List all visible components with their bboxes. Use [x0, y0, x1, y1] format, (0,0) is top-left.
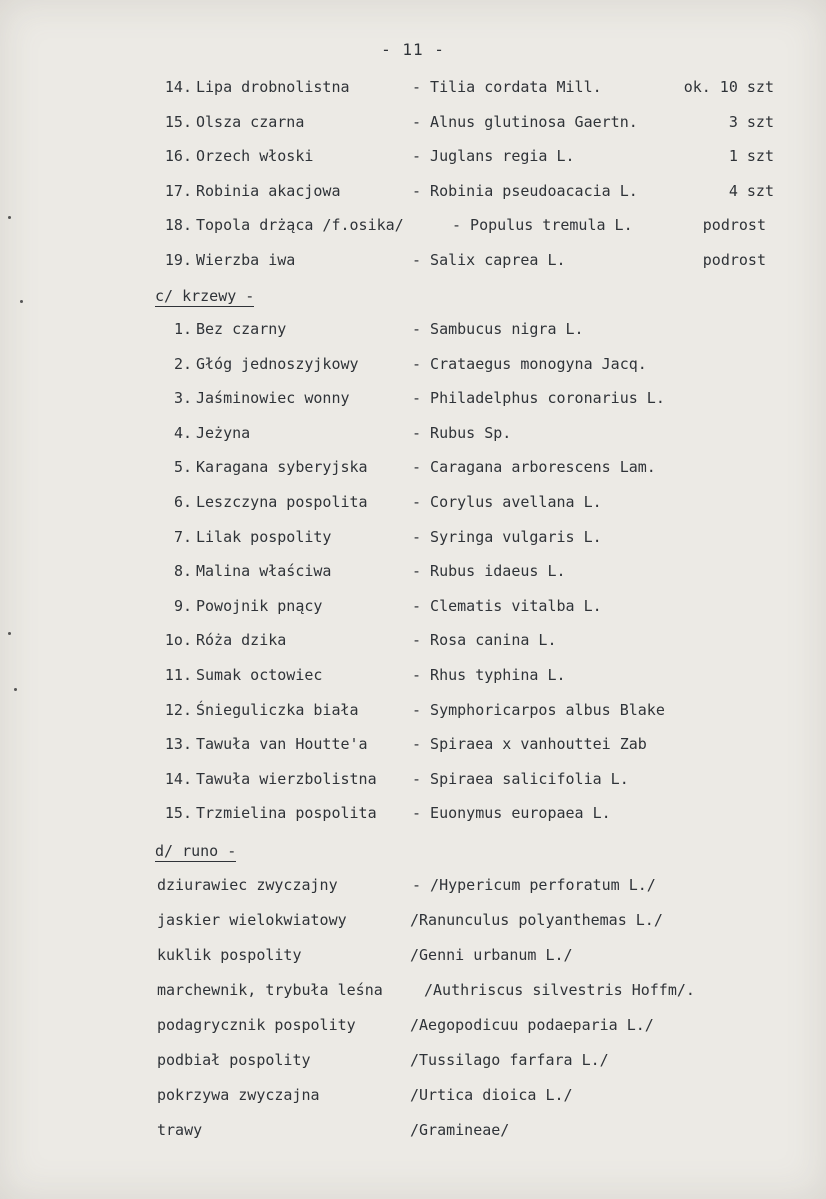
- scan-speck: [20, 300, 23, 303]
- section-shrubs-label: c/ krzewy -: [155, 287, 255, 305]
- list-item: [0, 1014, 826, 1036]
- polish-name: Olsza czarna: [196, 112, 305, 131]
- list-item: [0, 249, 826, 271]
- item-number: 6.: [173, 493, 192, 511]
- latin-name: /Urtica dioica L./: [410, 1086, 573, 1104]
- item-number: 16.: [164, 147, 192, 165]
- polish-name: Wierzba iwa: [196, 250, 296, 269]
- item-number: 2.: [173, 354, 192, 373]
- latin-name: - Rosa canina L.: [412, 631, 557, 650]
- latin-name: /Gramineae/: [410, 1121, 510, 1139]
- list-item: [0, 560, 826, 582]
- list-item: [0, 526, 826, 548]
- polish-name: Malina właściwa: [196, 562, 332, 581]
- latin-name: /Authriscus silvestris Hoffm/.: [424, 981, 695, 999]
- list-item: [0, 768, 826, 790]
- polish-name: Lilak pospolity: [196, 527, 332, 546]
- item-number: 18.: [164, 216, 192, 234]
- latin-name: /Ranunculus polyanthemas L./: [410, 911, 663, 929]
- polish-name: Śnieguliczka biała: [196, 700, 359, 719]
- list-item: [0, 733, 826, 755]
- quantity: 1 szt: [728, 147, 774, 165]
- list-item: [0, 76, 826, 98]
- quantity: 4 szt: [728, 181, 774, 200]
- latin-name: - Spiraea salicifolia L.: [412, 769, 629, 788]
- latin-name: - Tilia cordata Mill.: [412, 78, 602, 96]
- polish-name: Bez czarny: [196, 320, 287, 338]
- list-item: [0, 802, 826, 824]
- polish-name: Trzmielina pospolita: [196, 804, 377, 823]
- latin-name: - Philadelphus coronarius L.: [412, 389, 665, 408]
- polish-name: pokrzywa zwyczajna: [157, 1086, 320, 1104]
- polish-name: Topola drżąca /f.osika/: [196, 216, 404, 234]
- list-item: [0, 629, 826, 651]
- latin-name: - Corylus avellana L.: [412, 493, 602, 511]
- polish-name: Tawuła van Houtte'a: [196, 735, 368, 754]
- list-item: [0, 1084, 826, 1106]
- item-number: 15.: [164, 112, 192, 131]
- latin-name: /Tussilago farfara L./: [410, 1051, 609, 1069]
- latin-name: - Rubus Sp.: [412, 423, 512, 442]
- quantity: podrost: [702, 216, 766, 234]
- polish-name: podagrycznik pospolity: [157, 1016, 356, 1034]
- item-number: 13.: [164, 735, 192, 754]
- polish-name: Sumak octowiec: [196, 666, 323, 684]
- latin-name: - Clematis vitalba L.: [412, 596, 602, 615]
- latin-name: - Salix caprea L.: [412, 250, 566, 269]
- list-item: [0, 595, 826, 617]
- list-item: [0, 387, 826, 409]
- section-ground-cover-label: d/ runo -: [155, 842, 237, 860]
- polish-name: Tawuła wierzbolistna: [196, 769, 377, 788]
- item-number: 14.: [164, 78, 192, 96]
- polish-name: Leszczyna pospolita: [196, 493, 368, 511]
- latin-name: - Caragana arborescens Lam.: [412, 458, 656, 477]
- item-number: 12.: [164, 700, 192, 719]
- latin-name: - Euonymus europaea L.: [412, 804, 611, 823]
- list-item: [0, 699, 826, 721]
- polish-name: Karagana syberyjska: [196, 458, 368, 477]
- latin-name: - Robinia pseudoacacia L.: [412, 181, 638, 200]
- list-item: [0, 456, 826, 478]
- polish-name: Orzech włoski: [196, 147, 314, 165]
- scan-speck: [8, 632, 11, 635]
- item-number: 3.: [173, 389, 192, 408]
- latin-name: - Rhus typhina L.: [412, 666, 566, 684]
- item-number: 17.: [164, 181, 192, 200]
- list-item: [0, 422, 826, 444]
- item-number: 9.: [173, 596, 192, 615]
- list-item: [0, 318, 826, 340]
- item-number: 1o.: [164, 631, 192, 650]
- latin-name: /Aegopodicuu podaeparia L./: [410, 1016, 654, 1034]
- polish-name: kuklik pospolity: [157, 946, 302, 964]
- latin-name: - Populus tremula L.: [452, 216, 633, 234]
- list-item: [0, 874, 826, 896]
- list-item: [0, 491, 826, 513]
- list-item: [0, 145, 826, 167]
- list-item: [0, 180, 826, 202]
- item-number: 4.: [173, 423, 192, 442]
- polish-name: jaskier wielokwiatowy: [157, 911, 347, 929]
- list-item: [0, 1049, 826, 1071]
- list-item: [0, 944, 826, 966]
- polish-name: marchewnik, trybuła leśna: [157, 981, 383, 999]
- list-item: [0, 979, 826, 1001]
- item-number: 7.: [173, 527, 192, 546]
- latin-name: /Genni urbanum L./: [410, 946, 573, 964]
- item-number: 14.: [164, 769, 192, 788]
- list-item: [0, 214, 826, 236]
- scan-speck: [14, 688, 17, 691]
- polish-name: Lipa drobnolistna: [196, 78, 350, 96]
- polish-name: podbiał pospolity: [157, 1051, 311, 1069]
- latin-name: - /Hypericum perforatum L./: [412, 876, 656, 894]
- latin-name: - Crataegus monogyna Jacq.: [412, 354, 647, 373]
- item-number: 8.: [173, 562, 192, 581]
- item-number: 15.: [164, 804, 192, 823]
- section-ground-cover-heading: [155, 840, 236, 862]
- latin-name: - Juglans regia L.: [412, 147, 575, 165]
- polish-name: Głóg jednoszyjkowy: [196, 354, 359, 373]
- latin-name: - Rubus idaeus L.: [412, 562, 566, 581]
- latin-name: - Sambucus nigra L.: [412, 320, 584, 338]
- list-item: [0, 664, 826, 686]
- item-number: 1.: [173, 320, 192, 338]
- page-number: - 11 -: [381, 40, 445, 59]
- item-number: 11.: [164, 666, 192, 684]
- polish-name: trawy: [157, 1121, 203, 1139]
- list-item: [0, 111, 826, 133]
- latin-name: - Spiraea x vanhouttei Zab: [412, 735, 647, 754]
- list-item: [0, 1119, 826, 1141]
- latin-name: - Syringa vulgaris L.: [412, 527, 602, 546]
- section-shrubs-heading: [155, 285, 254, 307]
- quantity: podrost: [702, 250, 766, 269]
- polish-name: Jaśminowiec wonny: [196, 389, 350, 408]
- polish-name: Róża dzika: [196, 631, 287, 650]
- list-item: [0, 909, 826, 931]
- polish-name: Powojnik pnący: [196, 596, 323, 615]
- scan-speck: [8, 216, 11, 219]
- item-number: 5.: [173, 458, 192, 477]
- list-item: [0, 353, 826, 375]
- item-number: 19.: [164, 250, 192, 269]
- quantity: 3 szt: [728, 112, 774, 131]
- polish-name: Robinia akacjowa: [196, 181, 341, 200]
- polish-name: dziurawiec zwyczajny: [157, 876, 338, 894]
- polish-name: Jeżyna: [196, 423, 251, 442]
- latin-name: - Alnus glutinosa Gaertn.: [412, 112, 638, 131]
- quantity: ok. 10 szt: [683, 78, 774, 96]
- latin-name: - Symphoricarpos albus Blake: [412, 700, 665, 719]
